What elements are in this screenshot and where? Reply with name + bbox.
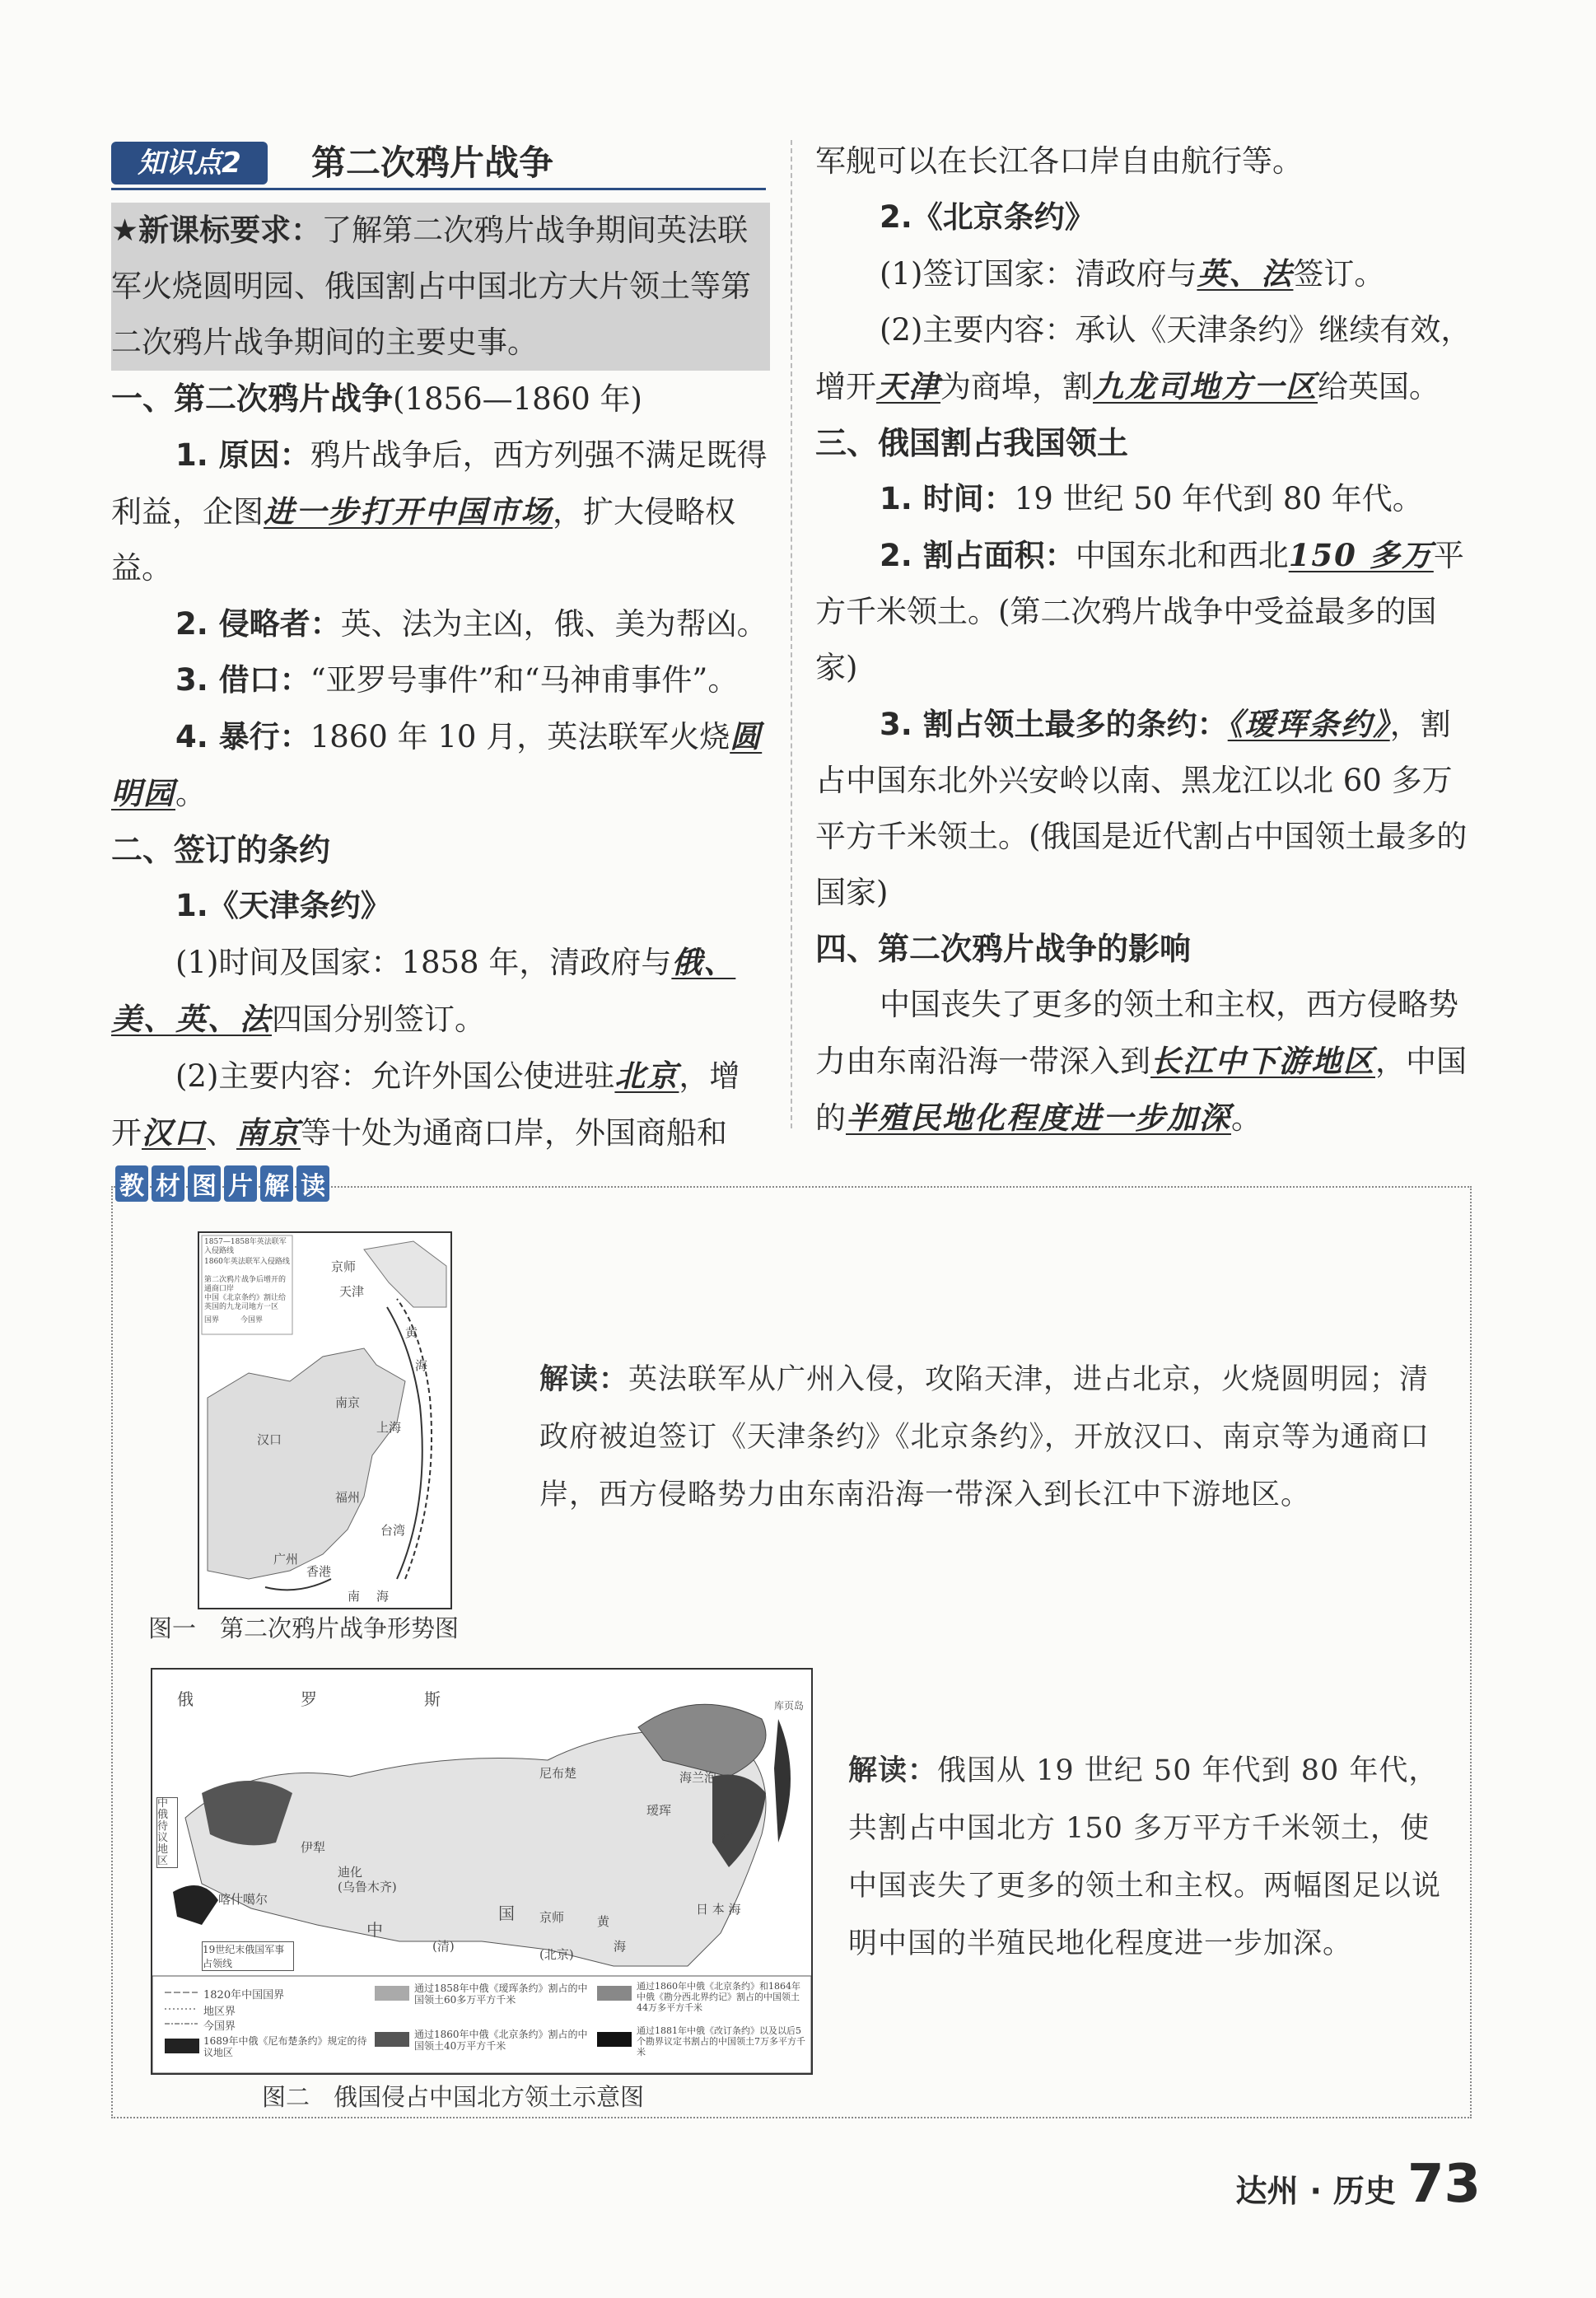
map1-label: 上海 [376,1420,402,1435]
map2-label: 京师 [539,1910,565,1925]
treaty2-p2 [815,302,1474,415]
right-column [815,133,1474,1147]
t1p1-a: (1)时间及国家：1858 年，清政府与 [175,945,672,980]
standard-label: ★新课标要求： [111,213,322,248]
cause-label: 1. 原因： [175,437,310,473]
atroc-end: 。 [175,776,206,811]
area-a: 中国东北和西北 [1075,538,1289,573]
t1p1-answer1: 俄、美、 [111,944,736,1037]
s4-answer2: 半殖民地化程度进一步加深 [846,1100,1231,1136]
aggr-text: 英、法为主凶，俄、美为帮凶。 [340,606,768,642]
t2p2-answer1: 天津 [876,368,940,404]
treaty-b: ，割占中国东北外兴安岭以南、黑龙江以北 60 多万平方千米领土。(俄国是近代割占中国领土最多的国家) [815,707,1468,910]
treaty2-title: 2.《北京条约》 [880,199,1095,235]
map2-label: 海 [614,1939,627,1954]
map2-label: (北京) [539,1947,574,1962]
aggr-label: 2. 侵略者： [175,606,341,642]
t2p1-answer: 英、法 [1197,255,1294,292]
interp1-label: 解读： [539,1363,629,1396]
t2p1-a: (1)签订国家：清政府与 [880,256,1197,292]
map2-label: 罗 [301,1689,317,1709]
atroc-text: 1860 年 10 月，英法联军火烧 [310,719,730,754]
t1p2-c: 、 [206,1115,236,1151]
knowledge-point-tag: 知识点2 [111,142,268,184]
t1p2-b: ，增开 [111,1058,740,1151]
map2-label: 中俄待议地区 [156,1797,178,1868]
curriculum-standard [111,203,770,371]
pretext-label: 3. 借口： [175,662,310,698]
t2p2-c: 给英国。 [1318,369,1440,404]
s1-heading [111,371,770,427]
map1-label: 南 [348,1589,361,1604]
map2-label: 江 [721,1832,734,1847]
s3-time [815,471,1474,527]
interpretation-2 [848,1742,1441,1973]
map1-label: 海 [376,1589,390,1604]
t2p2-b: 为商埠，割 [940,369,1093,404]
map2-label: 中 [366,1920,383,1940]
t1p1-b: 四国分别签订。 [272,1002,485,1037]
s4-c: 。 [1231,1100,1262,1136]
t2p1-b: 签订。 [1293,256,1385,292]
tag-char: 片 [224,1165,257,1202]
map1-legend-item: 1857—1858年英法联军入侵路线 [204,1238,287,1255]
s4-a: 中国丧失了更多的领土和主权，西方侵略势力由东南沿海一带深入到 [815,987,1458,1079]
s1-title: 一、第二次鸦片战争 [111,381,394,417]
t2p2-a: (2)主要内容：承认《天津条约》继续有效，增开 [815,312,1472,404]
map1-label: 台湾 [380,1523,406,1538]
s4-answer1: 长江中下游地区 [1150,1043,1375,1079]
map1-label: 福州 [335,1490,361,1505]
cause-answer: 进一步打开中国市场 [264,493,553,530]
map2-label: (清) [432,1939,455,1954]
area-b: 平方千米领土。(第二次鸦片战争中受益最多的国家) [815,538,1464,685]
map2-legend-item: 地区界 [203,2006,236,2018]
page-number: 73 [1407,2154,1481,2215]
t1p2-a: (2)主要内容：允许外国公使进驻 [175,1058,615,1094]
t1p2-answer2: 汉口 [142,1114,206,1151]
map1-legend-item: 中国《北京条约》割让给英国的九龙司地方一区 [204,1294,287,1311]
s1-atrocity [111,708,770,822]
map2-legend-item: 今国界 [203,2020,236,2033]
map2-label: 黄 [597,1914,610,1929]
s3-treaty [815,696,1474,921]
map2-label: 瑷珲 [646,1803,672,1818]
s1-cause [111,427,770,596]
map2-label: 海兰泡 [679,1770,717,1785]
interp2-label: 解读： [848,1754,938,1787]
treaty-answer: 《瑷珲条约》 [1227,706,1390,742]
textbook-figure-tag [115,1165,329,1202]
map2-legend-item: 1689年中俄《尼布楚条约》规定的待议地区 [203,2035,367,2058]
t1p1-answer2: 英、法 [175,1001,272,1037]
map2-label: 库页岛 [774,1700,805,1712]
map1-legend-item: 国界 [204,1316,220,1324]
map2-label: (乌鲁木齐) [338,1880,397,1894]
map1-label: 汉口 [257,1432,282,1447]
s4-text [815,977,1474,1147]
footer-dot: · [1309,2173,1322,2209]
map2-legend-item: 通过1858年中俄《瑷珲条约》割占的中国领土60多万平方千米 [414,1983,588,2006]
standard-text: 了解第二次鸦片战争期间英法联军火烧圆明园、俄国割占中国北方大片领土等第二次鸦片战争期间的主要史事。 [111,213,751,360]
map1-label: 京师 [331,1259,357,1274]
treaty1-p1 [111,934,770,1048]
map1-label: 香港 [306,1564,332,1579]
map2-label: 斯 [424,1689,441,1709]
treaty2-p1 [815,245,1474,302]
treaty1-p2 [111,1048,770,1161]
map1-legend-item: 今国界 [240,1316,264,1324]
map2-label: 19世纪末俄国军事占领线 [202,1941,294,1971]
t1p2-cont: 军舰可以在长江各口岸自由航行等。 [815,143,1303,179]
tag-char: 图 [188,1165,221,1202]
cause-a: 鸦片战争后，西方列强不满足既得利益，企图 [111,437,768,530]
map1-legend-item: 第二次鸦片战争后增开的通商口岸 [204,1276,287,1293]
section-title: 第二次鸦片战争 [311,142,554,183]
map2-label: 国 [498,1903,515,1923]
t1p2-d: 等十处为通商口岸，外国商船和 [301,1115,727,1151]
s4-title: 四、第二次鸦片战争的影响 [815,931,1192,967]
map2-legend-item: 通过1881年中俄《改订条约》以及以后5个勘界议定书割占的中国领土7万多平方千米 [637,2025,805,2057]
map2-label: 迪化 [338,1865,363,1880]
map1-label: 黄 [405,1325,418,1340]
footer-place: 达州 [1235,2173,1299,2209]
treaty1-title: 1.《天津条约》 [175,888,391,923]
map2-legend-item: 1820年中国国界 [203,1989,285,2001]
pretext-text: “亚罗号事件”和“马神甫事件”。 [310,662,739,698]
figure2-caption: 图二 俄国侵占中国北方领土示意图 [262,2083,645,2111]
area-label: 2. 割占面积： [880,538,1076,573]
map2-label: 尼布楚 [539,1766,577,1781]
treaty-label: 3. 割占领土最多的条约： [880,707,1228,742]
cause-b: ，扩大侵略权益。 [111,494,735,586]
tag-char: 解 [260,1165,293,1202]
left-column [111,203,770,1161]
map2-legend-item: 通过1860年中俄《北京条约》割占的中国领土40万平方千米 [414,2029,588,2052]
footer-subject: 历史 [1332,2173,1396,2209]
map1-label: 海 [415,1358,428,1373]
s2-title: 二、签订的条约 [111,832,331,868]
t2p2-answer2: 九龙司地方一区 [1093,368,1318,404]
area-answer: 150 多万 [1288,537,1434,573]
interp2-text: 俄国从 19 世纪 50 年代到 80 年代，共割占中国北方 150 多万平方千米领土，使中国丧失了更多的领土和主权。两幅图足以说明中国的半殖民地化程度进一步加深。 [848,1754,1442,1960]
atroc-answer: 圆明园 [111,718,763,811]
interpretation-1 [539,1351,1445,1524]
map2-label: 伊犁 [301,1840,326,1855]
s3-area [815,527,1474,696]
s3-title: 三、俄国割占我国领土 [815,425,1129,461]
tag-char: 材 [152,1165,184,1202]
time-text: 19 世纪 50 年代到 80 年代。 [1014,481,1423,516]
t1p2-answer3: 南京 [236,1114,301,1151]
column-divider [791,140,792,1128]
s1-pretext [111,652,770,708]
s1-years: (1856—1860 年) [393,381,642,417]
s1-aggressors [111,596,770,652]
atroc-label: 4. 暴行： [175,719,310,754]
time-label: 1. 时间： [880,481,1015,516]
page-footer [1235,2154,1481,2215]
map2-legend-item: 通过1860年中俄《北京条约》和1864年中俄《勘分西北界约记》割占的中国领土44万多平方千米 [637,1981,800,2013]
map2-label: 喀什噶尔 [218,1892,268,1907]
map1-label: 广州 [273,1552,299,1567]
tag-char: 读 [296,1165,329,1202]
map1-label: 天津 [339,1284,365,1299]
tag-char: 教 [115,1165,148,1202]
map2-label: 日 本 海 [696,1902,741,1917]
title-rule [111,188,766,190]
interp1-text: 英法联军从广州入侵，攻陷天津，进占北京，火烧圆明园；清政府被迫签订《天津条约》《北京条约》，开放汉口、南京等为通商口岸，西方侵略势力由东南沿海一带深入到长江中下游地区。 [539,1363,1430,1511]
s4-b: ，中国的 [815,1044,1467,1136]
map-russian-annexation [151,1668,813,2075]
figure1-caption: 图一 第二次鸦片战争形势图 [148,1614,460,1642]
t1p2-answer1: 北京 [614,1058,679,1094]
map2-label: 俄 [177,1689,194,1709]
map1-label: 南京 [335,1395,361,1410]
map-second-opium-war [198,1231,452,1609]
map1-legend-item: 1860年英法联军入侵路线 [204,1258,290,1266]
